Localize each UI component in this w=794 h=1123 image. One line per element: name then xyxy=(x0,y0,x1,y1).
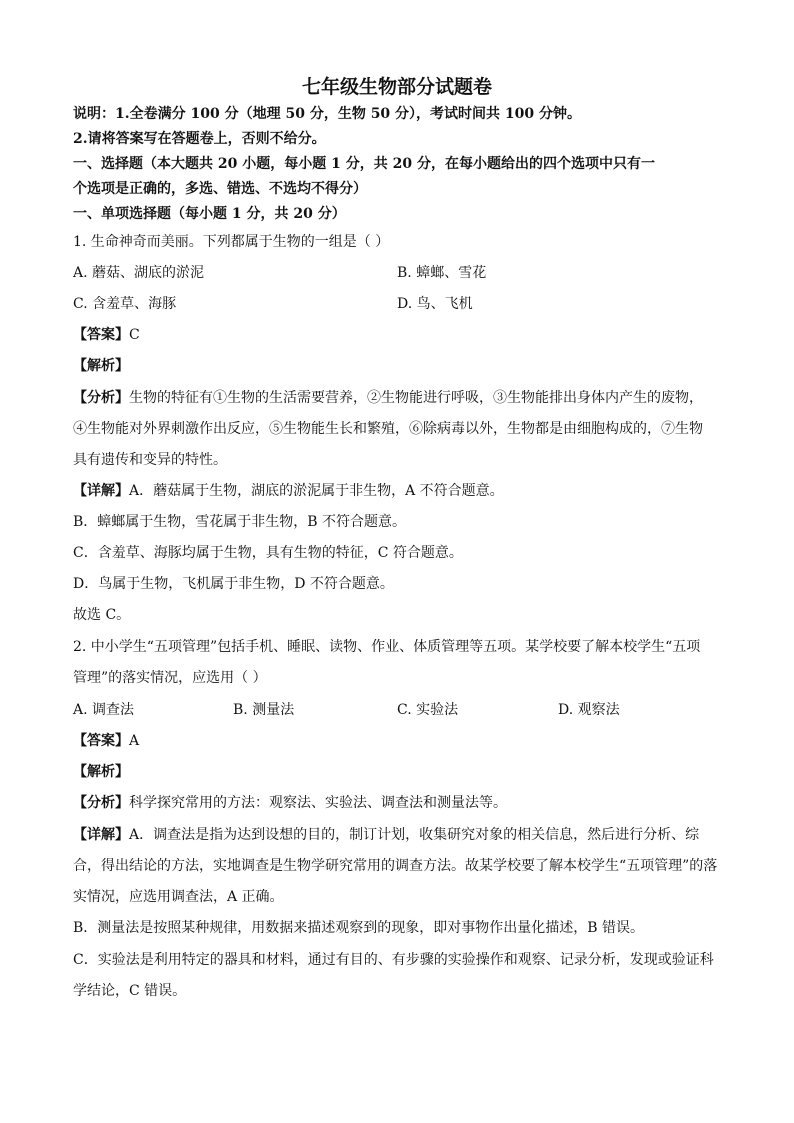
q1-fenxi-line-3: 具有遗传和变异的特性。 xyxy=(73,452,227,468)
q1-xiangjie-line-4: D．鸟属于生物，飞机属于非生物，D 不符合题意。 xyxy=(73,576,394,592)
section-subheading: 一、单项选择题（每小题 1 分，共 20 分） xyxy=(73,206,346,222)
fenxi-tag: 【分析】 xyxy=(73,795,129,811)
section-heading-line-2: 个选项是正确的，多选、错选、不选均不得分） xyxy=(73,181,367,197)
answer-value: A xyxy=(129,733,140,749)
instructions-line-2: 2.请将答案写在答题卷上，否则不给分。 xyxy=(73,131,326,147)
q1-option-d: D. 鸟、飞机 xyxy=(397,296,473,312)
section-heading-line-1: 一、选择题（本大题共 20 小题，每小题 1 分，共 20 分，在每小题给出的四个选项中只有一 xyxy=(73,156,655,172)
xiangjie-tag: 【详解】 xyxy=(73,483,129,499)
q1-answer xyxy=(73,325,140,345)
q1-conclusion: 故选 C。 xyxy=(73,607,131,623)
q1-xiangjie-line-3: C．含羞草、海豚均属于生物，具有生物的特征，C 符合题意。 xyxy=(73,545,463,561)
q2-answer xyxy=(73,731,139,751)
q2-option-b: B. 测量法 xyxy=(233,702,295,718)
page-title: 七年级生物部分试题卷 xyxy=(301,76,492,98)
answer-value: C xyxy=(129,327,140,343)
answer-tag: 【答案】 xyxy=(73,327,129,343)
fenxi-text: 生物的特征有①生物的生活需要营养，②生物能进行呼吸，③生物能排出身体内产生的废物， xyxy=(129,390,703,406)
q1-option-c: C. 含羞草、海豚 xyxy=(73,296,177,312)
q2-xiangjie-line-2: 合，得出结论的方法，实地调查是生物学研究常用的调查方法。故某学校要了解本校学生“五项管理”的落 xyxy=(73,858,718,874)
fenxi-text: 科学探究常用的方法：观察法、实验法、调查法和测量法等。 xyxy=(129,795,507,811)
instructions-line-1: 说明：1.全卷满分 100 分（地理 50 分，生物 50 分），考试时间共 100 分钟。 xyxy=(73,106,582,122)
xiangjie-text: A．蘑菇属于生物，湖底的淤泥属于非生物，A 不符合题意。 xyxy=(129,483,504,499)
xiangjie-text: A．调查法是指为达到设想的目的，制订计划，收集研究对象的相关信息，然后进行分析、综 xyxy=(129,827,700,843)
analysis-tag: 【解析】 xyxy=(73,764,129,780)
q2-option-d: D. 观察法 xyxy=(558,702,620,718)
q1-xiangjie-line-2: B．蟑螂属于生物，雪花属于非生物，B 不符合题意。 xyxy=(73,514,407,530)
q1-option-b: B. 蟑螂、雪花 xyxy=(397,265,487,281)
q1-fenxi-line-1 xyxy=(73,388,703,408)
q2-option-c: C. 实验法 xyxy=(397,702,459,718)
q2-analysis-tag xyxy=(73,762,129,782)
answer-tag: 【答案】 xyxy=(73,733,129,749)
q1-analysis-tag xyxy=(73,356,129,376)
q2-stem-line-2: 管理”的落实情况，应选用（ ） xyxy=(73,670,267,686)
q2-xiangjie-line-6: 学结论，C 错误。 xyxy=(73,983,187,999)
q1-fenxi-line-2: ④生物能对外界刺激作出反应，⑤生物能生长和繁殖，⑥除病毒以外，生物都是由细胞构成的，⑦生物 xyxy=(73,421,703,437)
q2-xiangjie-line-5: C．实验法是利用特定的器具和材料，通过有目的、有步骤的实验操作和观察、记录分析，发现或验证科 xyxy=(73,952,714,968)
analysis-tag: 【解析】 xyxy=(73,358,129,374)
q1-option-a: A. 蘑菇、湖底的淤泥 xyxy=(73,265,205,281)
q2-fenxi xyxy=(73,793,507,813)
xiangjie-tag: 【详解】 xyxy=(73,827,129,843)
q2-option-a: A. 调查法 xyxy=(73,702,135,718)
q2-xiangjie-line-3: 实情况，应选用调查法，A 正确。 xyxy=(73,889,284,905)
q1-xiangjie-line-1 xyxy=(73,481,504,501)
q2-stem-line-1: 2. 中小学生“五项管理”包括手机、睡眠、读物、作业、体质管理等五项。某学校要了解本校学生“五项 xyxy=(73,639,701,655)
q2-xiangjie-line-1 xyxy=(73,825,699,845)
fenxi-tag: 【分析】 xyxy=(73,390,129,406)
q2-xiangjie-line-4: B．测量法是按照某种规律，用数据来描述观察到的现象，即对事物作出量化描述，B 错误。 xyxy=(73,920,645,936)
q1-stem: 1. 生命神奇而美丽。下列都属于生物的一组是（ ） xyxy=(73,234,390,250)
